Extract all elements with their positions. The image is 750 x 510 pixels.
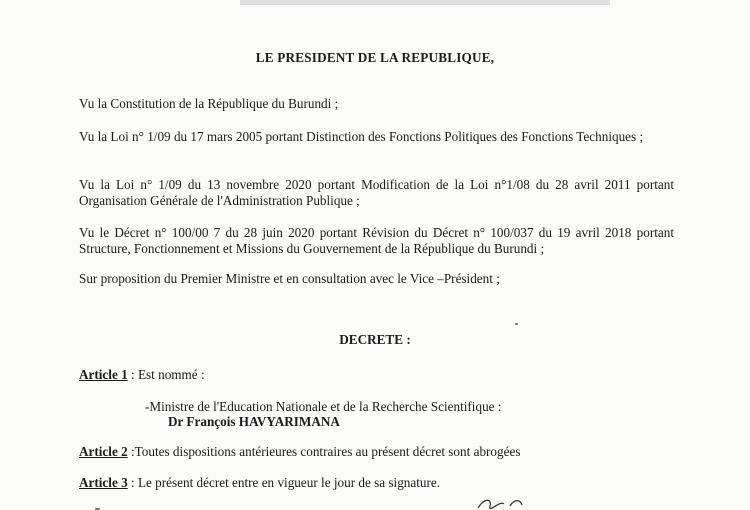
consideration-loi-2020: Vu la Loi n° 1/09 du 13 novembre 2020 portant Modification de la Loi n°1/08 du 28 avril 2011 portant Organisation Générale de l'Administration Publique ;	[79, 177, 674, 208]
scan-speck	[515, 323, 518, 325]
signature-fragment	[470, 496, 530, 510]
article-1-label: Article 1	[79, 367, 128, 382]
consideration-constitution: Vu la Constitution de la République du Burundi ;	[79, 96, 339, 111]
decree-title: LE PRESIDENT DE LA REPUBLIQUE,	[255, 50, 495, 65]
article-3	[79, 475, 440, 491]
article-1-text: : Est nommé :	[127, 367, 205, 382]
article-2	[79, 444, 520, 460]
article-3-text: : Le présent décret entre en vigueur le jour de sa signature.	[127, 475, 441, 490]
article-2-label: Article 2	[79, 444, 128, 459]
article-1	[79, 367, 205, 383]
consideration-decret-2020: Vu le Décret n° 100/00 7 du 28 juin 2020 portant Révision du Décret n° 100/037 du 19 avril 2018 portant Structure, Fonctionnement et Missions du Gouvernement de la République du Burundi ;	[79, 225, 674, 256]
consideration-proposition: Sur proposition du Premier Ministre et en consultation avec le Vice –Président ;	[79, 271, 500, 286]
appointee-name: Dr François HAVYARIMANA	[168, 414, 340, 429]
decrete-heading: DECRETE :	[339, 332, 411, 347]
appointment-role: -Ministre de l'Education Nationale et de la Recherche Scientifique :	[145, 399, 502, 414]
top-scan-edge	[240, 0, 610, 5]
consideration-loi-2005: Vu la Loi n° 1/09 du 17 mars 2005 portant Distinction des Fonctions Politiques des Fonctions Techniques ;	[79, 129, 644, 144]
article-2-text: :Toutes dispositions antérieures contraires au présent décret sont abrogées	[127, 444, 521, 459]
article-3-label: Article 3	[79, 475, 128, 490]
